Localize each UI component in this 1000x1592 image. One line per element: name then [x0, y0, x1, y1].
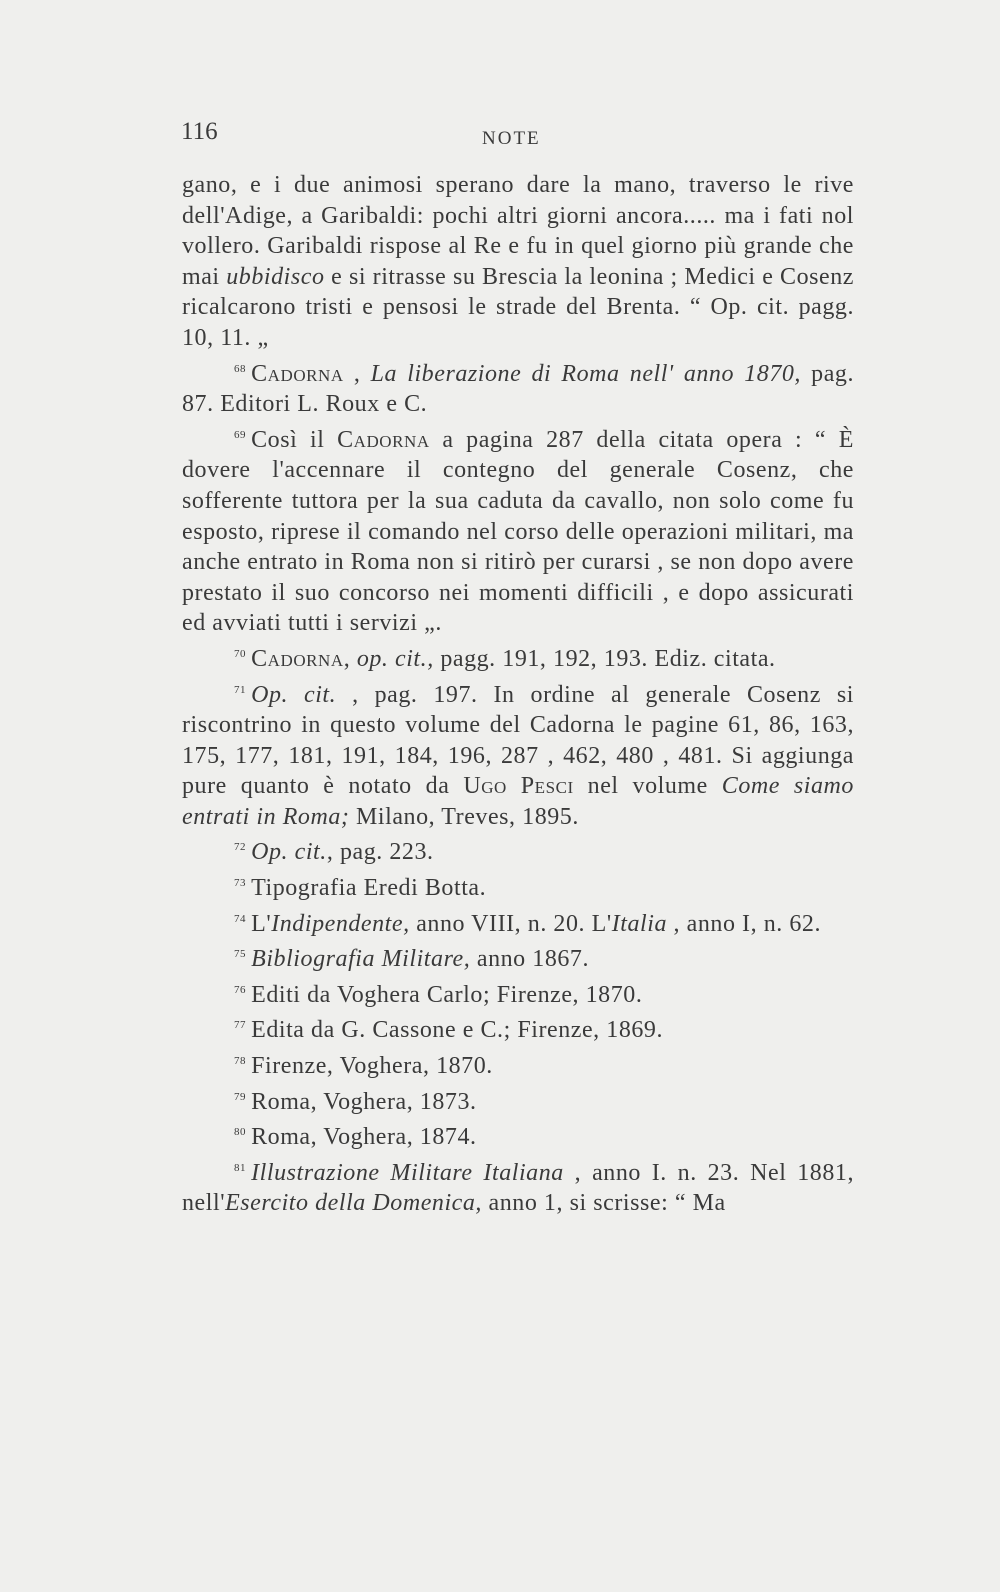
footnote-81: $^{81}$ Illustrazione Militare Italiana , anno I. n. 23. Nel 1881, nell'Esercito della Domenica, anno 1, si scrisse: “ Ma — [182, 1159, 854, 1217]
footnote-72: $^{72}$ Op. cit., pag. 223. — [234, 839, 434, 866]
footnote-79: $^{79}$ Roma, Voghera, 1873. — [234, 1088, 477, 1115]
footnote-74: $^{74}$ L'Indipendente, anno VIII, n. 20. L'Italia , anno I, n. 62. — [234, 910, 821, 937]
footnote-80: $^{80}$ Roma, Voghera, 1874. — [234, 1124, 477, 1151]
page-number: 116 — [181, 118, 218, 145]
footnote-69: $^{69}$ Così il Cadorna a pagina 287 della citata opera : “ È dovere l'accennare il contegno del generale Cosenz, che sofferente tuttora per la sua caduta da cavallo, non solo come fu esposto, riprese il comando nel corso delle operazioni militari, ma anche entrato in Roma non si ritirò per curarsi , se non dopo avere prestato il suo concorso nei momenti difficili , e dopo assicurati ed avviati tutti i servizi „. — [182, 426, 854, 637]
footnote-70: $^{70}$ Cadorna, op. cit., pagg. 191, 192, 193. Ediz. citata. — [234, 645, 776, 672]
continuation-paragraph: gano, e i due animosi sperano dare la mano, traverso le rive dell'Adige, a Garibaldi: pochi altri giorni ancora..... ma i fati nol vollero. Garibaldi rispose al Re e fu in quel giorno più grande che mai ubbidisco e si ritrasse su Brescia la leonina ; Medici e Cosenz ricalcarono tristi e pensosi le strade del Brenta. “ Op. cit. pagg. 10, 11. „ — [182, 172, 854, 351]
footnote-71: $^{71}$ Op. cit. , pag. 197. In ordine al generale Cosenz si riscontrino in questo volume del Cadorna le pagine 61, 86, 163, 175, 177, 181, 191, 184, 196, 287 , 462, 480 , 481. Si aggiunga pure quanto è notato da Ugo Pesci nel volume Come siamo entrati in Roma; Milano, Treves, 1895. — [182, 681, 854, 830]
footnote-75: $^{75}$ Bibliografia Militare, anno 1867. — [234, 946, 590, 973]
footnote-78: $^{78}$ Firenze, Voghera, 1870. — [234, 1053, 493, 1080]
footnote-73: $^{73}$ Tipografia Eredi Botta. — [234, 875, 487, 902]
running-title: NOTE — [482, 128, 541, 149]
notes-body — [182, 170, 854, 1219]
footnote-68: $^{68}$ Cadorna , La liberazione di Roma nell' anno 1870, pag. 87. Editori L. Roux e C. — [182, 360, 854, 418]
footnote-76: $^{76}$ Editi da Voghera Carlo; Firenze, 1870. — [234, 981, 643, 1008]
footnote-77: $^{77}$ Edita da G. Cassone e C.; Firenze, 1869. — [234, 1017, 664, 1044]
